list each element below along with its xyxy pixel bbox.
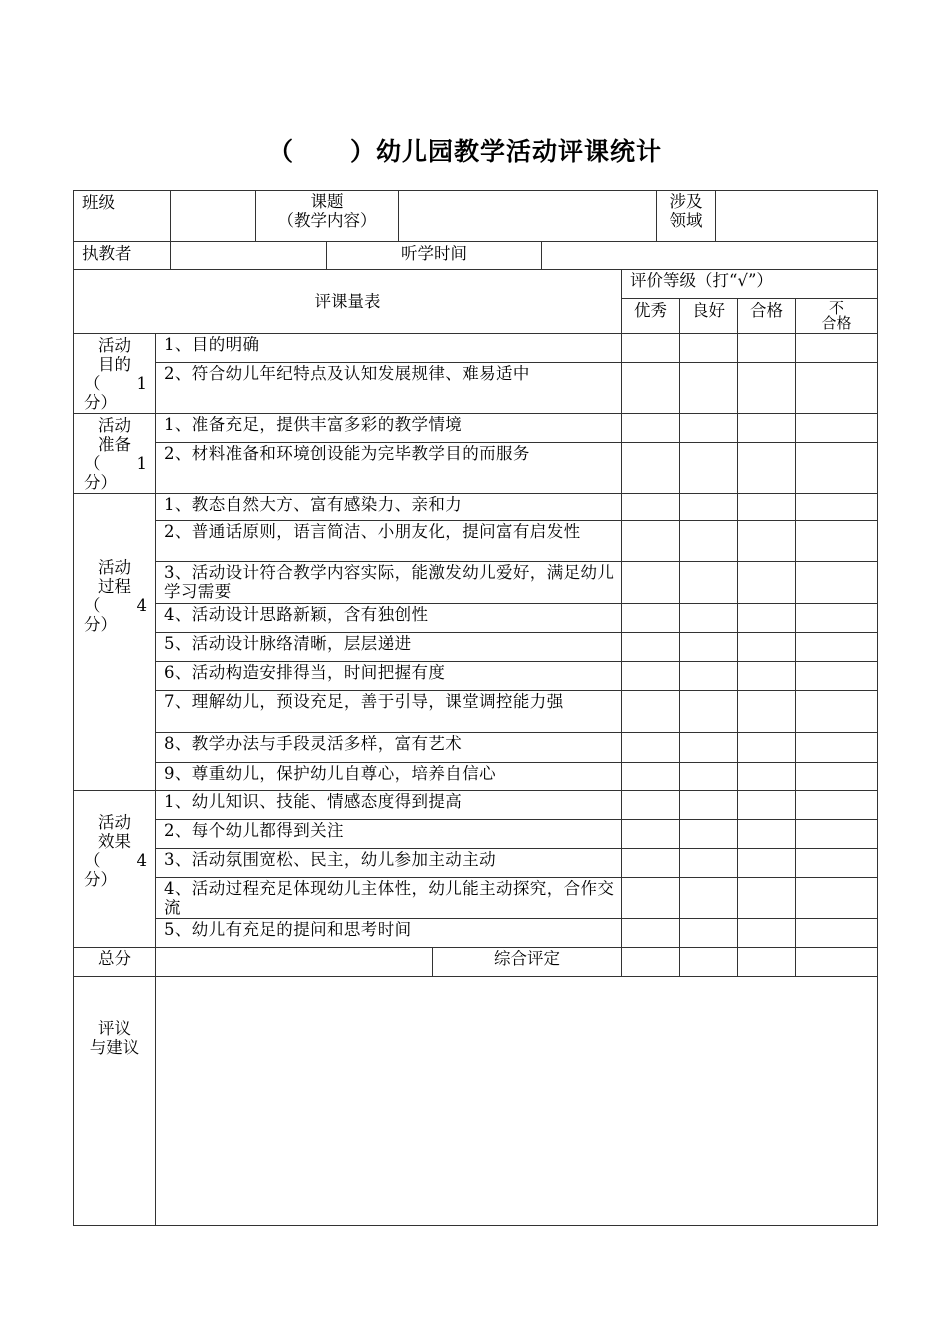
page-title bbox=[0, 132, 930, 168]
criteria-text: 7、理解幼儿，预设充足，善于引导，课堂调控能力强 bbox=[155, 690, 622, 733]
overall-excellent-cell[interactable] bbox=[621, 947, 680, 977]
grade-check-excellent-cell[interactable] bbox=[621, 561, 680, 604]
domain-value-cell[interactable] bbox=[715, 190, 878, 242]
grade-check-fail-cell[interactable] bbox=[795, 790, 878, 820]
class-label: 班级 bbox=[82, 193, 115, 212]
scale-label: 评课量表 bbox=[314, 292, 381, 311]
grade-check-fail-cell[interactable] bbox=[795, 442, 878, 494]
section-score-line bbox=[74, 851, 155, 870]
section-score-line bbox=[74, 596, 155, 615]
teacher-value-cell[interactable] bbox=[170, 241, 327, 270]
grade-check-fail-cell[interactable] bbox=[795, 603, 878, 633]
grade-check-pass-cell[interactable] bbox=[737, 918, 796, 948]
section-score-unit: 分） bbox=[84, 870, 117, 889]
section-name-line1: 活动 bbox=[98, 558, 131, 577]
section-score: 4 bbox=[136, 596, 147, 615]
criteria-text: 6、活动构造安排得当，时间把握有度 bbox=[155, 661, 622, 691]
section-name-line2: 过程 bbox=[98, 577, 131, 596]
grade-check-pass-cell[interactable] bbox=[737, 520, 796, 562]
teacher-label: 执教者 bbox=[82, 244, 132, 263]
criteria-text: 2、每个幼儿都得到关注 bbox=[155, 819, 622, 849]
grade-check-good-cell[interactable] bbox=[679, 819, 738, 849]
grade-check-excellent-cell[interactable] bbox=[621, 493, 680, 521]
grade-title-cell bbox=[621, 269, 878, 299]
section-score-paren: （ bbox=[84, 454, 101, 473]
grade-check-good-cell[interactable] bbox=[679, 762, 738, 791]
domain-label-line2: 领域 bbox=[669, 211, 703, 230]
comment-label-cell bbox=[73, 976, 156, 1226]
section-score-unit: 分） bbox=[84, 615, 117, 634]
grade-check-good-cell[interactable] bbox=[679, 661, 738, 691]
criteria-text: 4、活动过程充足体现幼儿主体性，幼儿能主动探究，合作交流 bbox=[155, 877, 622, 919]
criteria-text: 5、幼儿有充足的提问和思考时间 bbox=[155, 918, 622, 948]
listen-time-label: 听学时间 bbox=[401, 244, 467, 263]
criteria-text: 2、普通话原则，语言简洁、小朋友化，提问富有启发性 bbox=[155, 520, 622, 562]
comment-label-line1: 评议 bbox=[98, 1019, 131, 1038]
overall-label: 综合评定 bbox=[494, 949, 560, 968]
grade-check-good-cell[interactable] bbox=[679, 561, 738, 604]
class-label-cell bbox=[73, 190, 171, 242]
domain-label-line1: 涉及 bbox=[669, 192, 703, 211]
grade-check-excellent-cell[interactable] bbox=[621, 918, 680, 948]
overall-pass-cell[interactable] bbox=[737, 947, 796, 977]
grade-check-pass-cell[interactable] bbox=[737, 333, 796, 363]
total-label: 总分 bbox=[98, 949, 131, 968]
topic-label-cell bbox=[255, 190, 399, 242]
grade-check-excellent-cell[interactable] bbox=[621, 877, 680, 919]
grade-check-excellent-cell[interactable] bbox=[621, 690, 680, 733]
grade-check-excellent-cell[interactable] bbox=[621, 520, 680, 562]
grade-fail-cell bbox=[795, 298, 878, 334]
grade-check-pass-cell[interactable] bbox=[737, 442, 796, 494]
criteria-text: 9、尊重幼儿，保护幼儿自尊心，培养自信心 bbox=[155, 762, 622, 791]
total-value-cell[interactable] bbox=[155, 947, 433, 977]
topic-sublabel: （教学内容） bbox=[277, 211, 377, 230]
section-score-unit: 分） bbox=[84, 473, 117, 492]
overall-label-cell bbox=[432, 947, 622, 977]
grade-check-excellent-cell[interactable] bbox=[621, 762, 680, 791]
grade-check-pass-cell[interactable] bbox=[737, 603, 796, 633]
section-score-paren: （ bbox=[84, 374, 101, 393]
criteria-text: 1、准备充足，提供丰富多彩的教学情境 bbox=[155, 413, 622, 443]
grade-check-fail-cell[interactable] bbox=[795, 877, 878, 919]
grade-check-excellent-cell[interactable] bbox=[621, 362, 680, 414]
grade-check-fail-cell[interactable] bbox=[795, 333, 878, 363]
grade-check-good-cell[interactable] bbox=[679, 493, 738, 521]
section-name-line1: 活动 bbox=[98, 416, 131, 435]
grade-check-good-cell[interactable] bbox=[679, 520, 738, 562]
class-value-cell[interactable] bbox=[170, 190, 256, 242]
grade-check-excellent-cell[interactable] bbox=[621, 603, 680, 633]
grade-title: 评价等级（打“√”） bbox=[630, 271, 773, 290]
grade-check-pass-cell[interactable] bbox=[737, 690, 796, 733]
grade-check-good-cell[interactable] bbox=[679, 848, 738, 878]
grade-check-pass-cell[interactable] bbox=[737, 732, 796, 763]
title-paren-open: （ bbox=[267, 137, 294, 166]
grade-check-pass-cell[interactable] bbox=[737, 877, 796, 919]
total-label-cell bbox=[73, 947, 156, 977]
grade-check-pass-cell[interactable] bbox=[737, 493, 796, 521]
grade-check-fail-cell[interactable] bbox=[795, 918, 878, 948]
grade-check-pass-cell[interactable] bbox=[737, 632, 796, 662]
section-score: 1 bbox=[136, 374, 147, 393]
grade-check-good-cell[interactable] bbox=[679, 790, 738, 820]
criteria-text: 2、材料准备和环境创设能为完毕教学目的而服务 bbox=[155, 442, 622, 494]
grade-check-good-cell[interactable] bbox=[679, 690, 738, 733]
section-category-cell bbox=[73, 333, 156, 414]
criteria-text: 8、教学办法与手段灵活多样，富有艺术 bbox=[155, 732, 622, 763]
grade-check-excellent-cell[interactable] bbox=[621, 333, 680, 363]
grade-check-fail-cell[interactable] bbox=[795, 690, 878, 733]
grade-check-good-cell[interactable] bbox=[679, 732, 738, 763]
overall-fail-cell[interactable] bbox=[795, 947, 878, 977]
grade-check-fail-cell[interactable] bbox=[795, 848, 878, 878]
grade-check-excellent-cell[interactable] bbox=[621, 632, 680, 662]
grade-check-excellent-cell[interactable] bbox=[621, 819, 680, 849]
section-score-unit: 分） bbox=[84, 393, 117, 412]
grade-check-excellent-cell[interactable] bbox=[621, 732, 680, 763]
grade-check-good-cell[interactable] bbox=[679, 413, 738, 443]
section-name-line2: 效果 bbox=[98, 832, 131, 851]
section-category-cell bbox=[73, 790, 156, 948]
listen-time-value-cell[interactable] bbox=[541, 241, 878, 270]
grade-check-good-cell[interactable] bbox=[679, 603, 738, 633]
grade-pass-cell bbox=[737, 298, 796, 334]
section-name-line1: 活动 bbox=[98, 336, 131, 355]
grade-check-pass-cell[interactable] bbox=[737, 790, 796, 820]
grade-check-pass-cell[interactable] bbox=[737, 762, 796, 791]
grade-check-fail-cell[interactable] bbox=[795, 493, 878, 521]
grade-check-excellent-cell[interactable] bbox=[621, 848, 680, 878]
grade-check-good-cell[interactable] bbox=[679, 362, 738, 414]
teacher-label-cell bbox=[73, 241, 171, 270]
grade-excellent: 优秀 bbox=[634, 301, 667, 320]
grade-check-pass-cell[interactable] bbox=[737, 661, 796, 691]
grade-fail-line1: 不 bbox=[828, 299, 844, 317]
section-score: 1 bbox=[136, 454, 147, 473]
criteria-text: 1、目的明确 bbox=[155, 333, 622, 363]
grade-check-good-cell[interactable] bbox=[679, 442, 738, 494]
domain-label-cell bbox=[656, 190, 716, 242]
title-text: 幼儿园教学活动评课统计 bbox=[376, 137, 663, 166]
grade-check-pass-cell[interactable] bbox=[737, 362, 796, 414]
grade-check-excellent-cell[interactable] bbox=[621, 442, 680, 494]
grade-check-good-cell[interactable] bbox=[679, 333, 738, 363]
grade-check-fail-cell[interactable] bbox=[795, 819, 878, 849]
grade-check-good-cell[interactable] bbox=[679, 632, 738, 662]
grade-excellent-cell bbox=[621, 298, 680, 334]
criteria-text: 4、活动设计思路新颖，含有独创性 bbox=[155, 603, 622, 633]
grade-check-fail-cell[interactable] bbox=[795, 661, 878, 691]
grade-check-good-cell[interactable] bbox=[679, 877, 738, 919]
comment-value-cell[interactable] bbox=[155, 976, 878, 1226]
grade-check-fail-cell[interactable] bbox=[795, 632, 878, 662]
title-paren-close: ） bbox=[349, 137, 376, 166]
criteria-text: 2、符合幼儿年纪特点及认知发展规律、难易适中 bbox=[155, 362, 622, 414]
grade-check-pass-cell[interactable] bbox=[737, 561, 796, 604]
section-category-cell bbox=[73, 493, 156, 791]
grade-check-excellent-cell[interactable] bbox=[621, 790, 680, 820]
scale-label-cell bbox=[73, 269, 622, 334]
section-score-paren: （ bbox=[84, 596, 101, 615]
topic-value-cell[interactable] bbox=[398, 190, 657, 242]
section-name-line2: 目的 bbox=[98, 355, 131, 374]
grade-check-fail-cell[interactable] bbox=[795, 413, 878, 443]
comment-label-line2: 与建议 bbox=[89, 1038, 140, 1057]
criteria-text: 3、活动氛围宽松、民主，幼儿参加主动主动 bbox=[155, 848, 622, 878]
grade-check-fail-cell[interactable] bbox=[795, 732, 878, 763]
criteria-text: 5、活动设计脉络清晰，层层递进 bbox=[155, 632, 622, 662]
grade-check-pass-cell[interactable] bbox=[737, 848, 796, 878]
grade-pass: 合格 bbox=[750, 301, 783, 320]
listen-time-label-cell bbox=[326, 241, 542, 270]
section-score-line bbox=[74, 374, 155, 393]
grade-check-fail-cell[interactable] bbox=[795, 561, 878, 604]
grade-good-cell bbox=[679, 298, 738, 334]
section-category-cell bbox=[73, 413, 156, 494]
grade-check-fail-cell[interactable] bbox=[795, 362, 878, 414]
overall-good-cell[interactable] bbox=[679, 947, 738, 977]
criteria-text: 1、教态自然大方、富有感染力、亲和力 bbox=[155, 493, 622, 521]
section-score-paren: （ bbox=[84, 851, 101, 870]
section-score: 4 bbox=[136, 851, 147, 870]
criteria-text: 3、活动设计符合教学内容实际，能激发幼儿爱好，满足幼儿学习需要 bbox=[155, 561, 622, 604]
section-name-line1: 活动 bbox=[98, 813, 131, 832]
grade-check-excellent-cell[interactable] bbox=[621, 661, 680, 691]
grade-check-excellent-cell[interactable] bbox=[621, 413, 680, 443]
criteria-text: 1、幼儿知识、技能、情感态度得到提高 bbox=[155, 790, 622, 820]
grade-good: 良好 bbox=[692, 301, 725, 320]
grade-check-fail-cell[interactable] bbox=[795, 520, 878, 562]
grade-check-pass-cell[interactable] bbox=[737, 819, 796, 849]
grade-check-pass-cell[interactable] bbox=[737, 413, 796, 443]
grade-check-good-cell[interactable] bbox=[679, 918, 738, 948]
section-score-line bbox=[74, 454, 155, 473]
topic-label: 课题 bbox=[310, 192, 344, 211]
grade-fail-line2: 合格 bbox=[821, 314, 852, 332]
section-name-line2: 准备 bbox=[98, 435, 131, 454]
grade-check-fail-cell[interactable] bbox=[795, 762, 878, 791]
